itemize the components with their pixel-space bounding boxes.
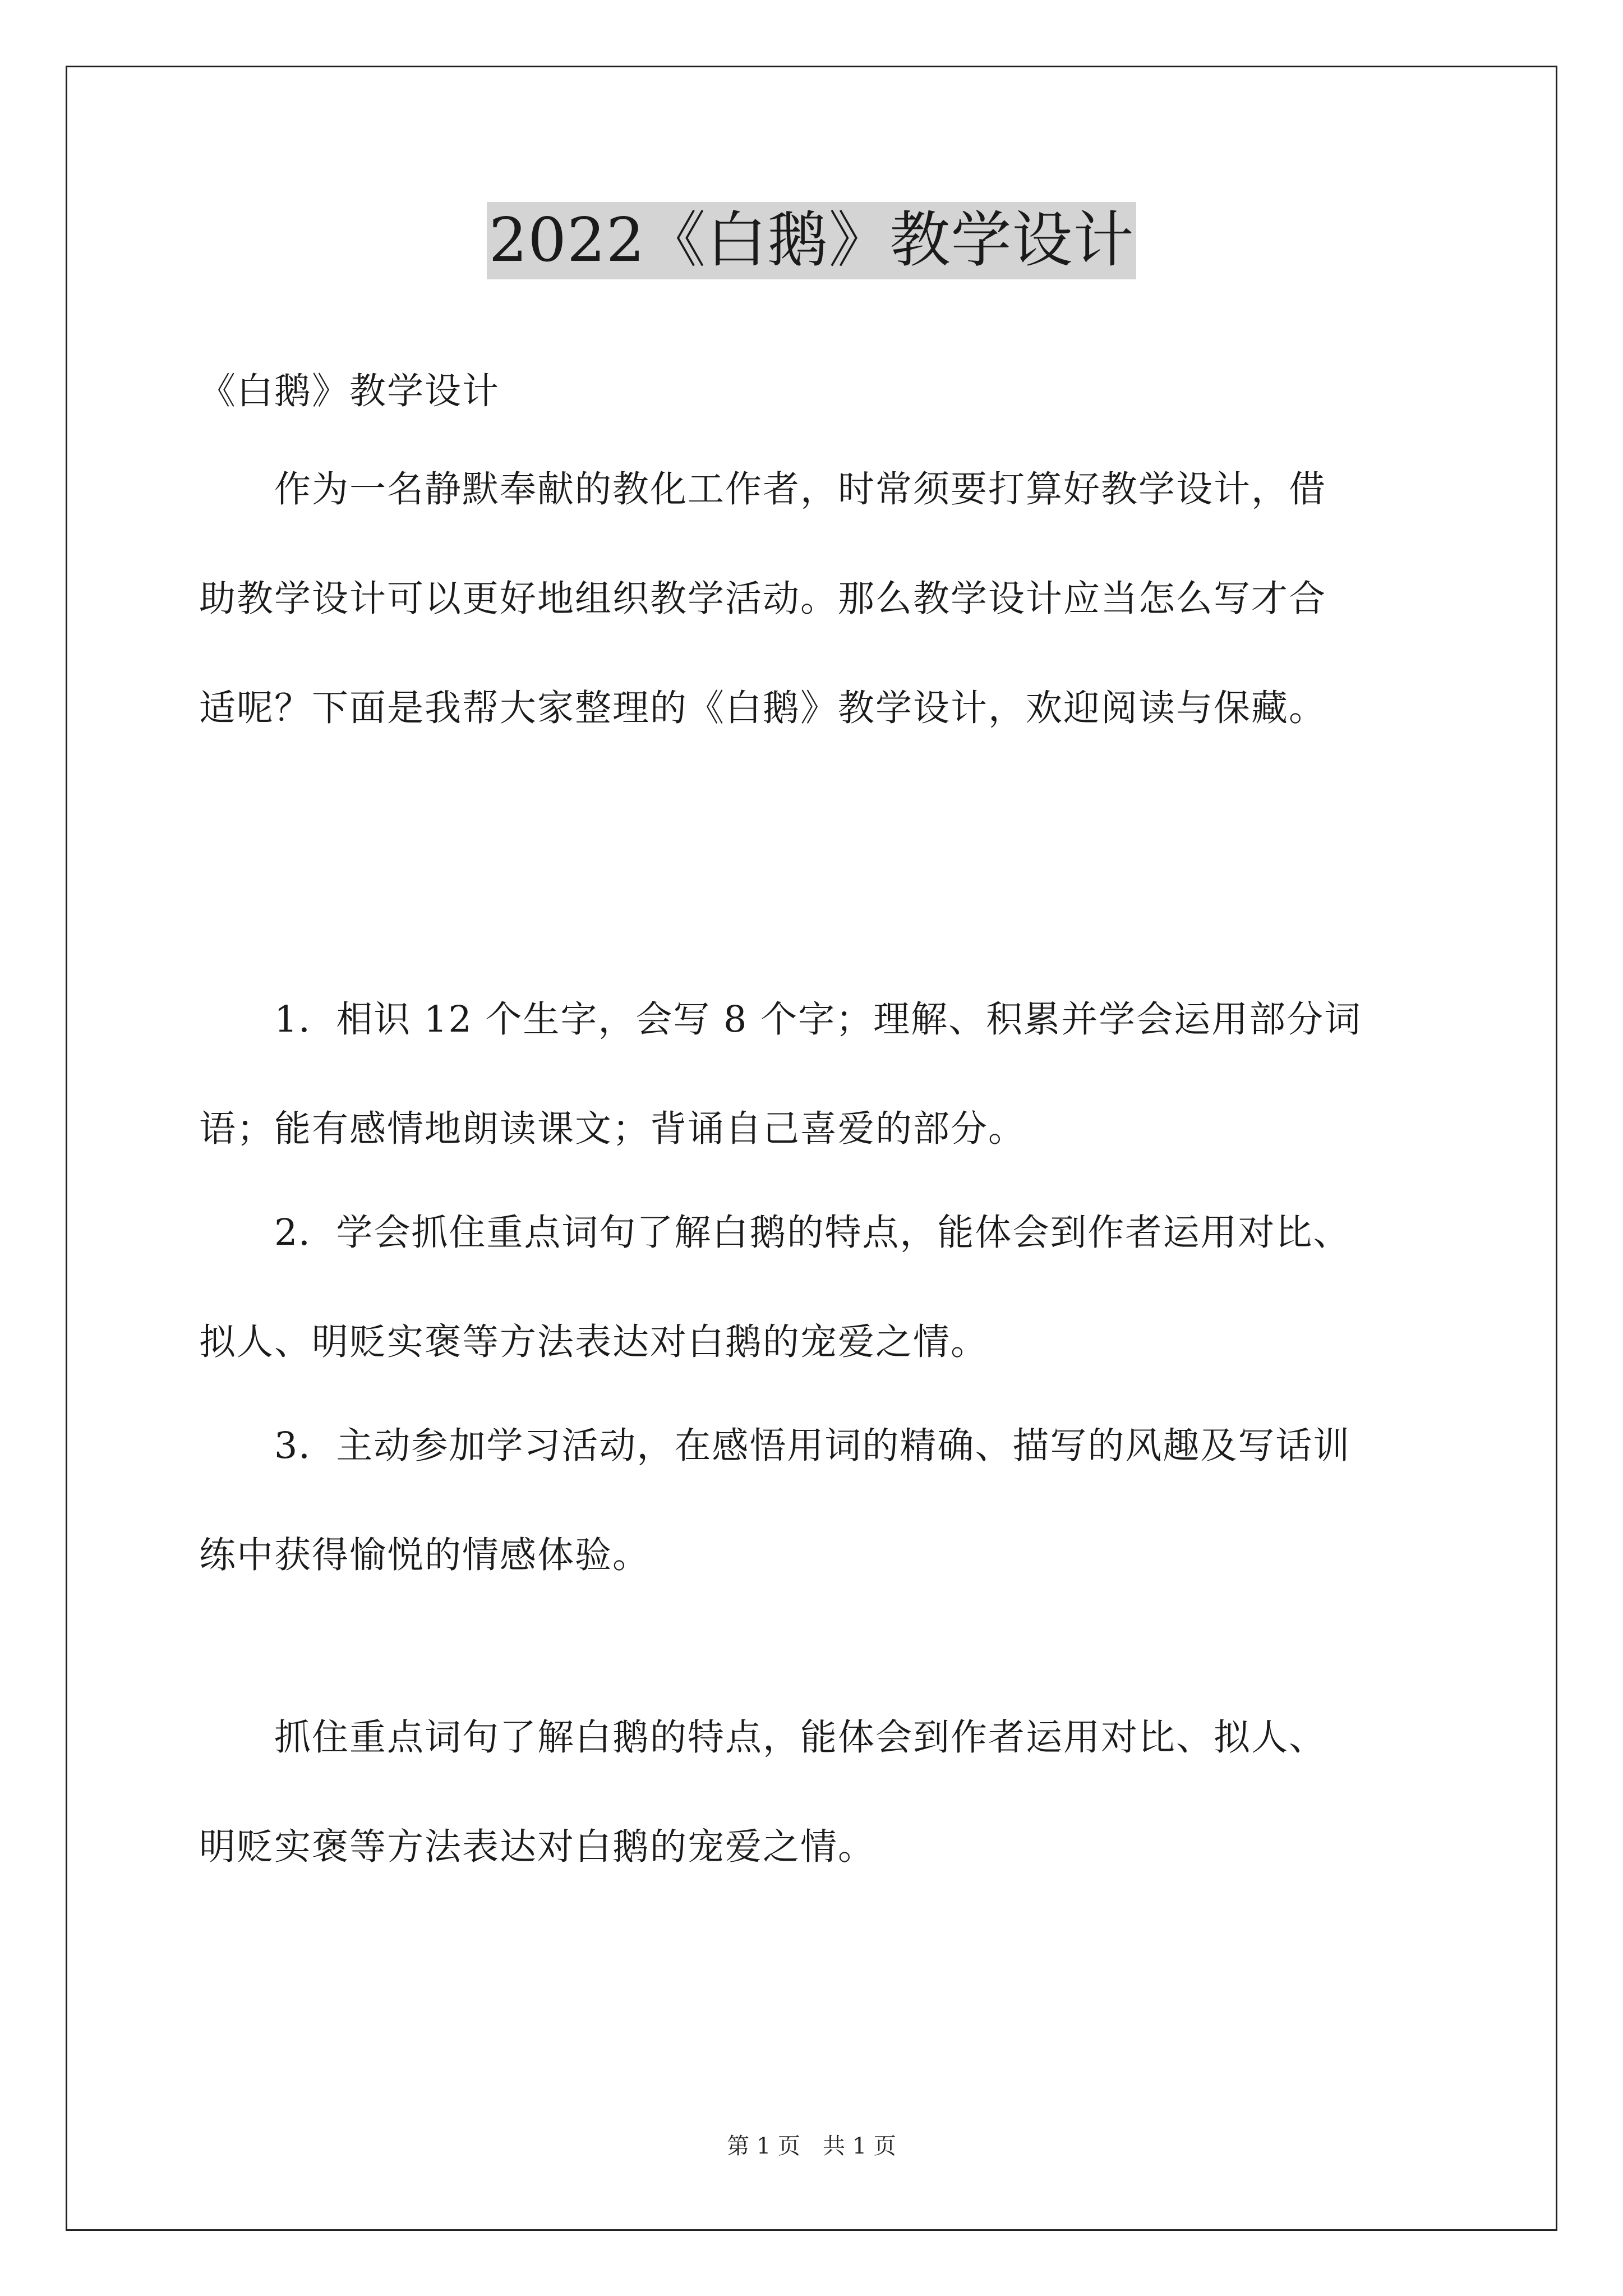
paragraph-line: 拟人、明贬实褒等方法表达对白鹅的宠爱之情。: [199, 1321, 989, 1363]
paragraph-line: 抓住重点词句了解白鹅的特点，能体会到作者运用对比、拟人、: [199, 1717, 1327, 1759]
document-title: 2022《白鹅》教学设计: [487, 202, 1137, 279]
paragraph-line: 1．相识 12 个生字，会写 8 个字；理解、积累并学会运用部分词: [199, 999, 1362, 1041]
title-wrap: [0, 202, 1623, 279]
paragraph-intro: [199, 435, 1455, 763]
paragraph-goal-1: [199, 965, 1455, 1184]
paragraph-line: 语；能有感情地朗读课文；背诵自己喜爱的部分。: [199, 1108, 1026, 1150]
paragraph-line: 适呢？下面是我帮大家整理的《白鹅》教学设计，欢迎阅读与保藏。: [199, 687, 1327, 729]
paragraph-goal-2: [199, 1178, 1455, 1397]
paragraph-line: 助教学设计可以更好地组织教学活动。那么教学设计应当怎么写才合: [199, 578, 1327, 620]
paragraph-line: 练中获得愉悦的情感体验。: [199, 1534, 651, 1576]
paragraph-goal-3: [199, 1391, 1455, 1610]
paragraph-line: 3．主动参加学习活动，在感悟用词的精确、描写的风趣及写话训: [199, 1425, 1351, 1467]
paragraph-line: 作为一名静默奉献的教化工作者，时常须要打算好教学设计，借: [199, 468, 1327, 510]
paragraph-key-points: [199, 1683, 1455, 1902]
paragraph-line: 明贬实褒等方法表达对白鹅的宠爱之情。: [199, 1826, 876, 1868]
paragraph-line: 2．学会抓住重点词句了解白鹅的特点，能体会到作者运用对比、: [199, 1212, 1351, 1254]
page-footer: 第 1 页 共 1 页: [727, 2133, 896, 2159]
document-subtitle: 《白鹅》教学设计: [199, 370, 500, 412]
